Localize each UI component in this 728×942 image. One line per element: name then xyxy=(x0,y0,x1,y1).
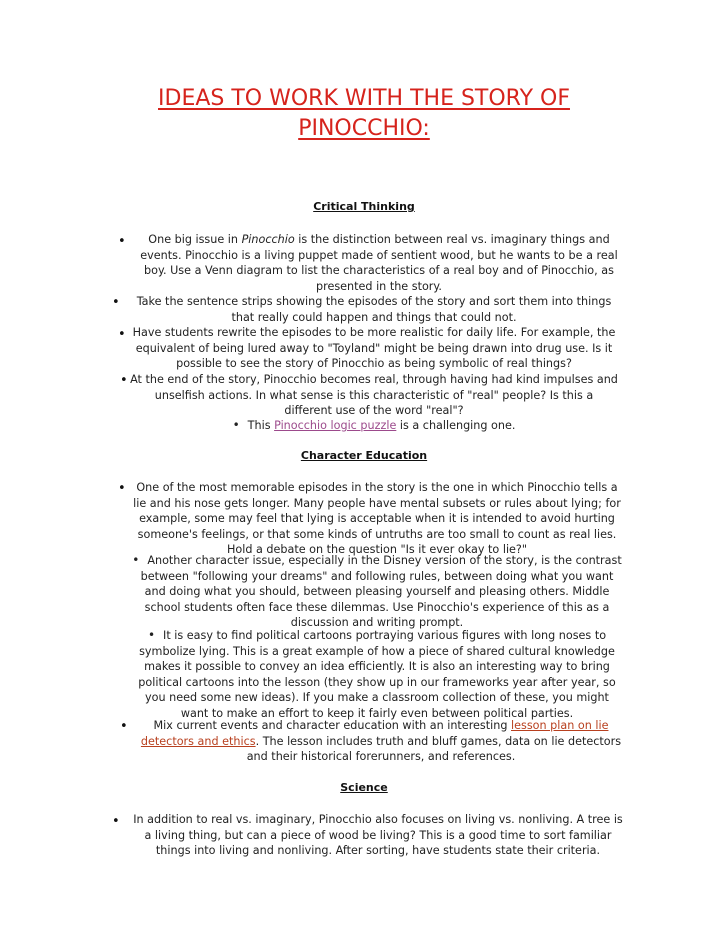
bullet-icon: • xyxy=(132,553,140,567)
ct-p1-italic-title: Pinocchio xyxy=(241,233,295,246)
ct-paragraph-becomes-real: At the end of the story, Pinocchio becomes real, through having had kind impulses and unselfish actions. In what sense is this characteristic of "real" people? Is this a different use of the word "real"? xyxy=(130,373,618,417)
ce-p2-text: Another character issue, especially in the Disney version of the story, is the contrast between "following your dreams" and following rules, between doing what you want and doing what you should, between pleasing yourself and pleasing others. Middle school students often face these dilemmas. Use Pinocchio's experience of this as a discussion and writing prompt. xyxy=(140,554,622,629)
ce-p4-text-post: . The lesson includes truth and bluff games, data on lie detectors and their historical forerunners, and references. xyxy=(246,734,622,763)
bullet-icon: • xyxy=(112,814,120,829)
heading-character-education: Character Education xyxy=(300,449,428,462)
ct-p1-text-post: is the distinction between real vs. imaginary things and events. Pinocchio is a living puppet made of sentient wood, but he wants to be a real boy. Use a Venn diagram to list the characteristics of a real boy and of Pinocchio, as presented in the story. xyxy=(140,233,618,293)
science-paragraph-living-nonliving: In addition to real vs. imaginary, Pinocchio also focuses on living vs. nonliving. A tree is a living thing, but can a piece of wood be living? This is a good time to sort familiar things into living and nonliving. After sorting, have students state their criteria. xyxy=(133,813,623,857)
ce-paragraph-lying-debate: One of the most memorable episodes in the story is the one in which Pinocchio tells a lie and his nose gets longer. Many people have mental subsets or rules about lying; for example, some may feel that lying is acceptable when it is intended to avoid hurting someone's feelings, or that some kinds of untruths are too small to count as real lies. Hold a debate on the question "Is it ever okay to lie?" xyxy=(133,481,621,556)
ce-p4-text-pre: Mix current events and character education with an interesting xyxy=(153,719,512,732)
page-title-line-1: IDEAS TO WORK WITH THE STORY OF xyxy=(158,86,570,111)
ce-paragraph-political-cartoons xyxy=(132,628,622,721)
ce-paragraph-lie-detectors xyxy=(140,718,622,765)
bullet-icon: • xyxy=(112,295,120,310)
ct-p5-text-pre: This xyxy=(247,419,275,432)
heading-science: Science xyxy=(340,781,388,794)
ct-paragraph-venn xyxy=(140,232,618,294)
heading-critical-thinking: Critical Thinking xyxy=(313,200,415,213)
ct-paragraph-rewrite: Have students rewrite the episodes to be more realistic for daily life. For example, the equivalent of being lured away to "Toyland" might be being drawn into drug use. Is it possible to see the story of Pinocchio as being symbolic of real things? xyxy=(132,326,616,370)
ct-p1-text-pre: One big issue in xyxy=(148,233,242,246)
bullet-icon: • xyxy=(120,719,128,734)
ct-paragraph-sentence-strips: Take the sentence strips showing the episodes of the story and sort them into things that really could happen and things that could not. xyxy=(136,295,612,324)
bullet-icon: • xyxy=(120,373,128,388)
lie-detectors-lesson-link[interactable]: lesson plan on lie detectors and ethics xyxy=(140,719,609,748)
bullet-icon: • xyxy=(232,418,240,432)
ce-paragraph-dreams-vs-rules xyxy=(132,553,622,631)
ct-paragraph-logic-puzzle xyxy=(130,418,618,434)
page-title xyxy=(110,84,618,144)
bullet-icon: • xyxy=(147,628,156,642)
bullet-icon: • xyxy=(118,327,126,342)
bullet-icon: • xyxy=(118,234,126,249)
ce-p3-text: It is easy to find political cartoons portraying various figures with long noses to symbolize lying. This is a great example of how a piece of shared cultural knowledge makes it possible to convey an idea efficiently. It is also an interesting way to bring political cartoons into the lesson (they show up in our frameworks year after year, so you need some new ideas). If you make a classroom collection of these, you might want to make an effort to keep it fairly even between political parties. xyxy=(138,629,616,720)
ct-p5-text-post: is a challenging one. xyxy=(396,419,516,432)
bullet-icon: • xyxy=(118,481,126,496)
pinocchio-logic-puzzle-link[interactable]: Pinocchio logic puzzle xyxy=(274,419,397,432)
page-title-line-2: PINOCCHIO: xyxy=(298,116,430,141)
